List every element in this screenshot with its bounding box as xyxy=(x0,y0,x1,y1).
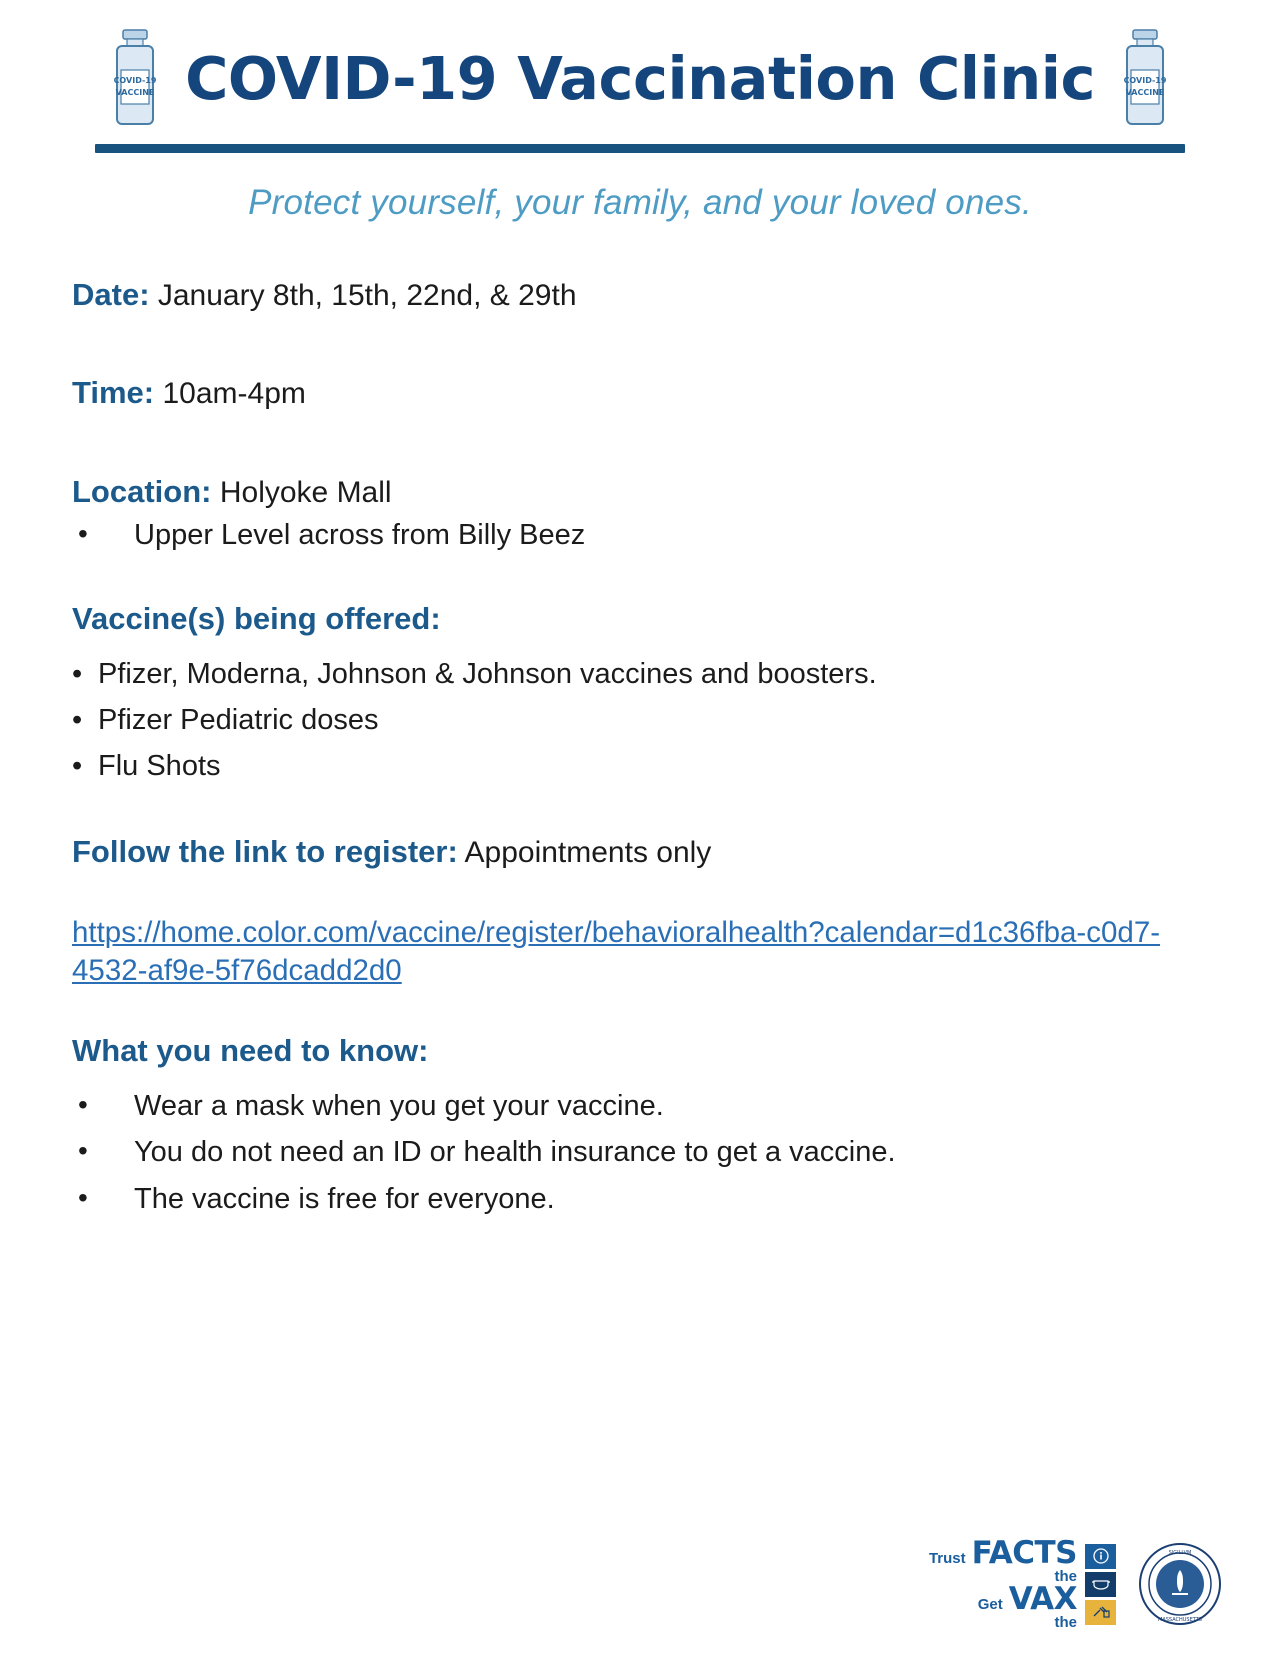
facts-icon-stack xyxy=(1085,1544,1116,1625)
syringe-icon xyxy=(1085,1600,1116,1625)
list-item: • You do not need an ID or health insurance to get a vaccine. xyxy=(72,1129,1208,1175)
facts-the-text-2: the xyxy=(1054,1614,1077,1631)
svg-text:VACCINE: VACCINE xyxy=(115,88,155,97)
spacer xyxy=(72,790,1208,832)
register-row xyxy=(72,832,1208,872)
spacer xyxy=(72,637,1208,651)
date-row xyxy=(72,275,1208,315)
subtitle: Protect yourself, your family, and your loved ones. xyxy=(248,183,1032,222)
date-value: January 8th, 15th, 22nd, & 29th xyxy=(157,279,577,312)
time-label: Time: xyxy=(72,375,155,411)
vaccine-vial-icon-right xyxy=(1119,28,1171,128)
header xyxy=(0,0,1280,130)
register-label: Follow the link to register: xyxy=(72,833,458,869)
registration-link[interactable]: https://home.color.com/vaccine/register/behavioralhealth?calendar=d1c36fba-c0d7-4532-af9e-5f76dcadd2d0 xyxy=(72,916,1161,988)
content xyxy=(0,275,1280,1222)
vaccine-vial-icon-left xyxy=(109,28,161,128)
info-icon xyxy=(1085,1544,1116,1569)
list-item: • The vaccine is free for everyone. xyxy=(72,1176,1208,1222)
svg-text:MASSACHUSETTS: MASSACHUSETTS xyxy=(1158,1617,1202,1623)
mask-icon xyxy=(1085,1572,1116,1597)
vaccines-list xyxy=(72,651,1208,790)
header-divider xyxy=(95,144,1185,153)
facts-row-3 xyxy=(977,1581,1077,1617)
list-item: • Pfizer, Moderna, Johnson & Johnson vaccines and boosters. xyxy=(72,651,1208,697)
register-value: Appointments only xyxy=(464,835,712,869)
time-row xyxy=(72,373,1208,413)
svg-text:SIGILLVM: SIGILLVM xyxy=(1168,1550,1192,1556)
need-to-know-heading: What you need to know: xyxy=(72,1032,429,1068)
spacer xyxy=(72,991,1208,1033)
location-value: Holyoke Mall xyxy=(219,475,392,509)
location-row xyxy=(72,472,1208,512)
facts-trust-text: Trust xyxy=(928,1550,966,1567)
facts-the-text-1: the xyxy=(1054,1568,1077,1585)
page-title: COVID-19 Vaccination Clinic xyxy=(185,43,1095,113)
list-item: • Upper Level across from Billy Beez xyxy=(72,512,1208,558)
trust-the-facts-logo xyxy=(928,1535,1116,1631)
spacer xyxy=(72,315,1208,373)
need-to-know-list xyxy=(72,1083,1208,1222)
massachusetts-state-seal xyxy=(1138,1542,1222,1626)
facts-row-4 xyxy=(1055,1615,1078,1630)
location-bullet-list xyxy=(72,512,1208,558)
list-item: • Pfizer Pediatric doses xyxy=(72,697,1208,743)
time-value: 10am-4pm xyxy=(162,377,306,411)
footer-logos xyxy=(928,1535,1222,1631)
svg-text:COVID-19: COVID-19 xyxy=(1123,76,1167,85)
spacer xyxy=(72,414,1208,472)
date-label: Date: xyxy=(72,277,150,312)
spacer xyxy=(72,872,1208,914)
list-item: • Wear a mask when you get your vaccine. xyxy=(72,1083,1208,1129)
location-label: Location: xyxy=(72,473,212,509)
svg-text:COVID-19: COVID-19 xyxy=(113,76,157,85)
svg-text:VACCINE: VACCINE xyxy=(1125,88,1165,97)
facts-get-text: Get xyxy=(977,1596,1003,1613)
facts-wordmark xyxy=(928,1535,1077,1631)
facts-vax-text: VAX xyxy=(1008,1581,1077,1617)
spacer xyxy=(72,559,1208,601)
facts-facts-text: FACTS xyxy=(971,1535,1077,1571)
vaccines-heading: Vaccine(s) being offered: xyxy=(72,600,441,636)
spacer xyxy=(72,1069,1208,1083)
list-item: • Flu Shots xyxy=(72,743,1208,789)
facts-row-1 xyxy=(928,1535,1077,1571)
